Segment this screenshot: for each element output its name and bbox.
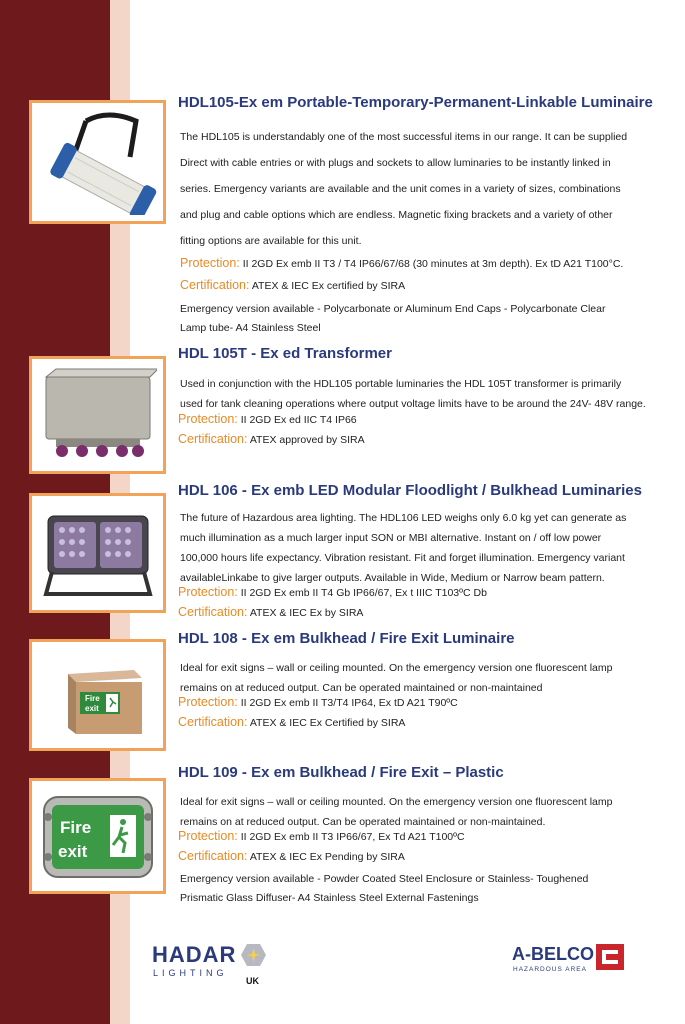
product-description [180, 508, 626, 588]
product-photo-frame [29, 639, 166, 751]
description-line: remains on at reduced output. Can be operated maintained or non-maintained [180, 682, 543, 694]
description-line: The HDL105 is understandably one of the most successful items in our range. It can be supplied [180, 131, 628, 143]
abelco-logo-sub: HAZARDOUS AREA [513, 966, 587, 973]
protection-row [178, 695, 458, 709]
hadar-logo-name: HADAR [152, 942, 237, 967]
description-line: much illumination as a much larger input SON or MBI alternative. Instant on / off low power [180, 532, 602, 544]
protection-label: Protection: [178, 829, 238, 843]
fire-sign-text-line1: Fire [85, 694, 100, 703]
hadar-lighting-logo [152, 940, 282, 995]
protection-row [180, 256, 623, 270]
product-description [180, 124, 627, 254]
certification-row [178, 715, 405, 729]
protection-row [178, 412, 357, 426]
a-belco-mark-icon [596, 944, 624, 970]
product-title: HDL 109 - Ex em Bulkhead / Fire Exit – Plastic [178, 764, 504, 781]
protection-row [178, 585, 487, 599]
abelco-logo-name: A-BELCO [512, 944, 594, 964]
certification-row [180, 278, 405, 292]
extra-line: Emergency version available - Powder Coated Steel Enclosure or Stainless- Toughened [180, 873, 589, 885]
protection-label: Protection: [180, 256, 240, 270]
certification-value: ATEX & IEC Ex certified by SIRA [251, 280, 406, 292]
product-description [180, 374, 646, 414]
description-line: 100,000 hours life expectancy. Vibration resistant. Fit and forget illumination. Emergency variant [180, 552, 625, 564]
description-line: The future of Hazardous area lighting. The HDL106 LED weighs only 6.0 kg yet can generate as [180, 512, 627, 524]
certification-label: Certification: [178, 432, 248, 446]
product-photo-frame [29, 356, 166, 474]
description-line: fitting options are available for this unit. [180, 235, 362, 247]
description-line: availableLinkabe to give larger outputs. Available in Wide, Medium or Narrow beam pattern. [180, 572, 605, 584]
certification-label: Certification: [178, 605, 248, 619]
product-description [180, 792, 612, 832]
product-photo-frame [29, 100, 166, 224]
a-belco-logo [512, 940, 632, 981]
fire-sign-text-line2: exit [85, 704, 99, 713]
hadar-logo-sub: LIGHTING [153, 968, 228, 978]
certification-label: Certification: [180, 278, 250, 292]
description-line: series. Emergency variants are available and the unit comes in a variety of sizes, combinations [180, 183, 621, 195]
portable-luminaire-image [38, 109, 157, 215]
protection-value: II 2GD Ex emb II T3 IP66/67, Ex Td A21 T100ºC [240, 831, 465, 843]
product-extra-notes [180, 300, 605, 338]
certification-row [178, 849, 405, 863]
fire-sign-text-line2: exit [58, 842, 88, 861]
description-line: Ideal for exit signs – wall or ceiling mounted. On the emergency version one fluorescent lamp [180, 796, 613, 808]
description-line: remains on at reduced output. Can be operated maintained or non-maintained. [180, 816, 546, 828]
certification-value: ATEX & IEC Ex by SIRA [249, 607, 364, 619]
protection-value: II 2GD Ex emb II T3 / T4 IP66/67/68 (30 minutes at 3m depth). Ex tD A21 T100°C. [242, 258, 624, 270]
certification-value: ATEX & IEC Ex Certified by SIRA [249, 717, 406, 729]
description-line: used for tank cleaning operations where output voltage limits have to be around the 24V- 48V range. [180, 398, 646, 410]
product-title: HDL 105T - Ex ed Transformer [178, 345, 392, 362]
description-line: and plug and cable options which are endless. Magnetic fixing brackets and a variety of other [180, 209, 613, 221]
extra-line: Prismatic Glass Diffuser- A4 Stainless Steel External Fastenings [180, 892, 479, 904]
description-line: Ideal for exit signs – wall or ceiling mounted. On the emergency version one fluorescent lamp [180, 662, 613, 674]
hadar-logo-country: UK [246, 976, 259, 986]
description-line: Used in conjunction with the HDL105 portable luminaries the HDL 105T transformer is primarily [180, 378, 622, 390]
certification-label: Certification: [178, 715, 248, 729]
product-description [180, 658, 612, 698]
fire-exit-sign-image [38, 787, 157, 885]
certification-value: ATEX & IEC Ex Pending by SIRA [249, 851, 405, 863]
certification-row [178, 432, 365, 446]
product-photo-frame [29, 493, 166, 613]
product-title: HDL 108 - Ex em Bulkhead / Fire Exit Luminaire [178, 630, 515, 647]
product-photo-frame [29, 778, 166, 894]
protection-label: Protection: [178, 585, 238, 599]
protection-label: Protection: [178, 695, 238, 709]
certification-value: ATEX approved by SIRA [249, 434, 365, 446]
protection-value: II 2GD Ex emb II T4 Gb IP66/67, Ex t IIIC T103ºC Db [240, 587, 487, 599]
fire-exit-box-image [38, 648, 157, 742]
description-line: Direct with cable entries or with plugs and sockets to allow luminaries to be instantly linked in [180, 157, 611, 169]
extra-line: Lamp tube- A4 Stainless Steel [180, 322, 321, 334]
fire-sign-text-line1: Fire [60, 818, 92, 837]
product-title: HDL105-Ex em Portable-Temporary-Permanent-Linkable Luminaire [178, 94, 653, 111]
extra-line: Emergency version available - Polycarbonate or Aluminum End Caps - Polycarbonate Clear [180, 303, 606, 315]
transformer-image [38, 365, 157, 465]
protection-value: II 2GD Ex ed IIC T4 IP66 [240, 414, 357, 426]
product-extra-notes [180, 870, 588, 908]
protection-value: II 2GD Ex emb II T3/T4 IP64, Ex tD A21 T90ºC [240, 697, 458, 709]
certification-label: Certification: [178, 849, 248, 863]
protection-row [178, 829, 465, 843]
led-floodlight-image [38, 502, 157, 604]
protection-label: Protection: [178, 412, 238, 426]
product-title: HDL 106 - Ex emb LED Modular Floodlight / Bulkhead Luminaries [178, 482, 642, 499]
certification-row [178, 605, 363, 619]
